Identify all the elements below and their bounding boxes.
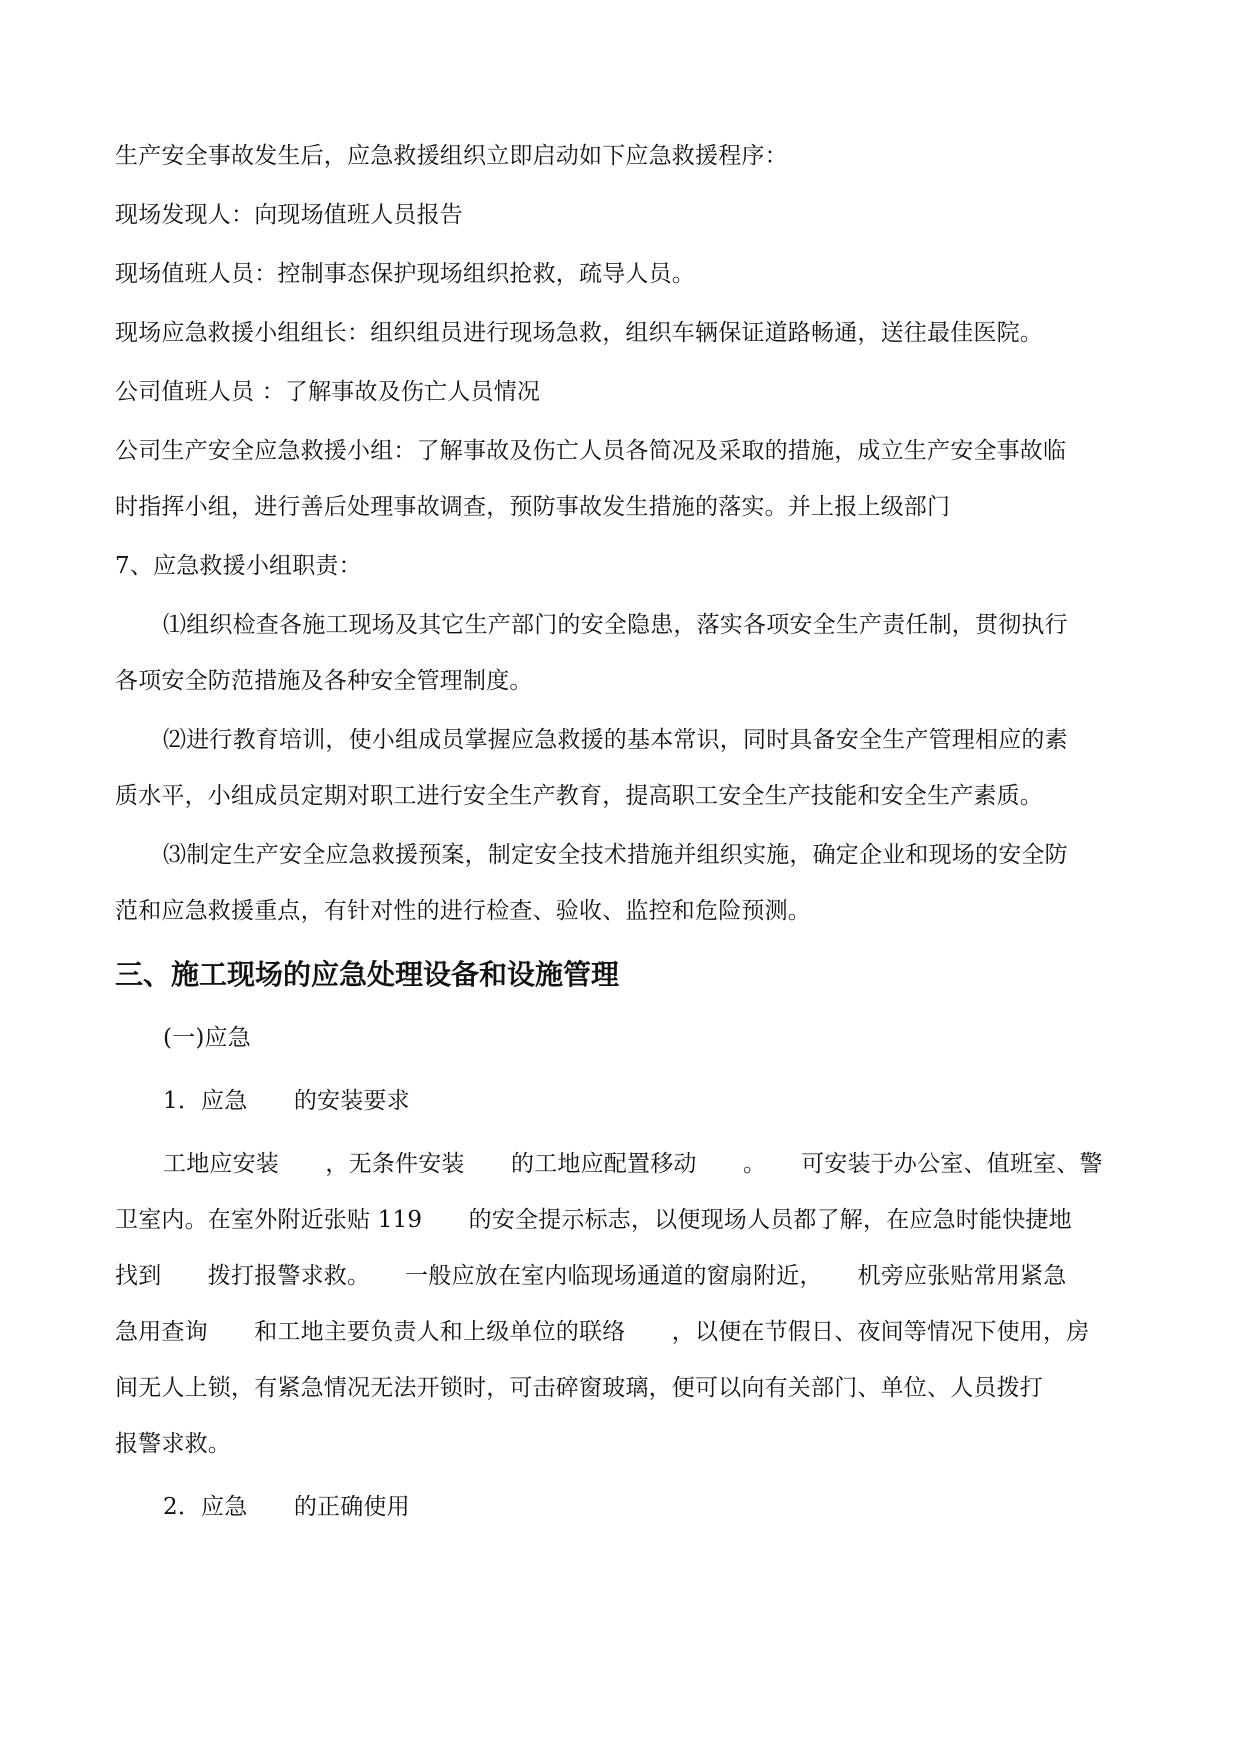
paragraph-line: 2．应急 的正确使用 [163,1494,410,1520]
paragraph-line: 1．应急 的安装要求 [163,1088,410,1114]
section-heading: 三、施工现场的应急处理设备和设施管理 [115,958,620,991]
paragraph-line: 报警求救。 [115,1431,231,1457]
paragraph-line: ⑶制定生产安全应急救援预案，制定安全技术措施并组织实施，确定企业和现场的安全防 [163,842,1068,868]
paragraph-line: 卫室内。在室外附近张贴 119 的安全提示标志，以便现场人员都了解，在应急时能快捷地 [115,1207,1072,1233]
paragraph-line: 生产安全事故发生后，应急救援组织立即启动如下应急救援程序： [115,143,788,169]
paragraph-line: 现场发现人：向现场值班人员报告 [115,202,463,228]
paragraph-line: 急用查询 和工地主要负责人和上级单位的联络 ，以便在节假日、夜间等情况下使用，房 [115,1319,1090,1345]
paragraph-line: 公司值班人员 ：了解事故及伤亡人员情况 [115,379,541,405]
paragraph-line: 7、应急救援小组职责： [115,553,362,579]
paragraph-line: 工地应安装 ，无条件安装 的工地应配置移动 。 可安装于办公室、值班室、警 [163,1151,1103,1177]
paragraph-line: 现场值班人员：控制事态保护现场组织抢救，疏导人员。 [115,261,695,287]
paragraph-line: 公司生产安全应急救援小组：了解事故及伤亡人员各简况及采取的措施，成立生产安全事故临 [115,438,1067,464]
paragraph-line: (一)应急 [163,1025,251,1051]
paragraph-line: 现场应急救援小组组长：组织组员进行现场急救，组织车辆保证道路畅通，送往最佳医院。 [115,320,1043,346]
paragraph-line: ⑵进行教育培训，使小组成员掌握应急救援的基本常识，同时具备安全生产管理相应的素 [163,727,1068,753]
paragraph-line: 质水平，小组成员定期对职工进行安全生产教育，提高职工安全生产技能和安全生产素质。 [115,783,1043,809]
paragraph-line: 范和应急救援重点，有针对性的进行检查、验收、监控和危险预测。 [115,898,811,924]
paragraph-line: 各项安全防范措施及各种安全管理制度。 [115,668,533,694]
paragraph-line: 间无人上锁，有紧急情况无法开锁时，可击碎窗玻璃，便可以向有关部门、单位、人员拨打 [115,1375,1043,1401]
paragraph-line: ⑴组织检查各施工现场及其它生产部门的安全隐患，落实各项安全生产责任制，贯彻执行 [163,612,1068,638]
paragraph-line: 找到 拨打报警求救。 一般应放在室内临现场通道的窗扇附近， 机旁应张贴常用紧急 [115,1263,1067,1289]
paragraph-line: 时指挥小组，进行善后处理事故调查，预防事故发生措施的落实。并上报上级部门 [115,494,951,520]
